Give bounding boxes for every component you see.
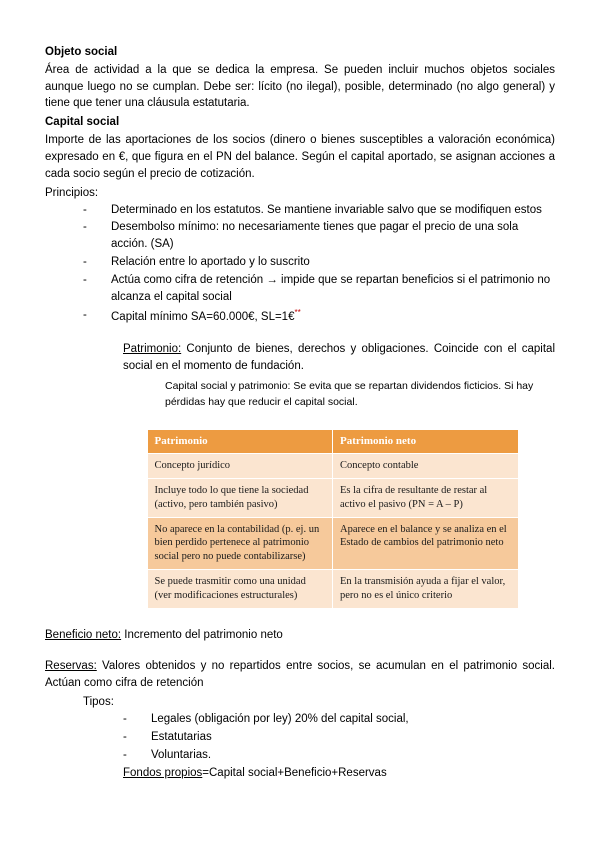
list-item: - Desembolso mínimo: no necesariamente tienes que pagar el precio de una sola acción. (SA) [83, 219, 555, 253]
list-item: - Relación entre lo aportado y lo suscrito [83, 254, 555, 271]
table-container [45, 429, 555, 610]
spacer [45, 327, 555, 341]
note-capital-patrimonio [45, 379, 555, 411]
list-item-capital-minimo [83, 307, 555, 326]
list-item-label: Capital mínimo SA=60.000€, SL=1€ [111, 310, 295, 323]
table-header-cell: Patrimonio neto [333, 429, 519, 453]
list-principios [45, 202, 555, 326]
table-head [147, 429, 518, 453]
list-item: - Actúa como cifra de retención → impide que se repartan beneficios si el patrimonio no alcanza el capital social [83, 272, 555, 306]
table-header-cell: Patrimonio [147, 429, 333, 453]
term-patrimonio: Patrimonio: [123, 342, 182, 355]
label-principios: Principios: [45, 186, 99, 199]
list-tipos-reservas [45, 711, 555, 764]
table-cell: Se puede trasmitir como una unidad (ver modificaciones estructurales) [147, 570, 333, 609]
label-tipos-text: Tipos: [83, 695, 114, 708]
term-beneficio-neto: Beneficio neto: [45, 629, 122, 642]
note-text: Capital social y patrimonio: Se evita que se repartan dividendos ficticios. Si hay pérdidas hay que reducir el capital social. [165, 380, 534, 408]
spacer [45, 609, 555, 627]
table-cell: Aparece en el balance y se analiza en el Estado de cambios del patrimonio neto [333, 517, 519, 569]
term-reservas: Reservas: [45, 660, 97, 673]
spacer [45, 644, 555, 658]
list-item: - Voluntarias. [123, 747, 555, 764]
table-row [147, 479, 518, 518]
list-item: - Estatutarias [123, 729, 555, 746]
footnote-marker: ** [294, 307, 301, 317]
list-item: - Determinado en los estatutos. Se mantiene invariable salvo que se modifiquen estos [83, 202, 555, 219]
paragraph-patrimonio [45, 341, 555, 376]
paragraph-fondos-propios [45, 765, 555, 782]
heading-capital-social: Capital social [45, 116, 120, 129]
table-cell: Concepto jurídico [147, 453, 333, 478]
table-cell: Concepto contable [333, 453, 519, 478]
patrimonio-table [147, 429, 519, 610]
term-fondos-propios: Fondos propios [123, 766, 203, 779]
paragraph-capital-social: Importe de las aportaciones de los socios (dinero o bienes susceptibles a valoración económica) expresado en €, que figura en el PN del balance. Según el capital aportado, se asignan acciones a cada socio según el precio de cotización. [45, 134, 555, 180]
list-item: - Legales (obligación por ley) 20% del capital social, [123, 711, 555, 728]
paragraph-objeto-social: Área de actividad a la que se dedica la empresa. Se pueden incluir muchos objetos sociales aunque luego no se cumplan. Debe ser: lícito (no ilegal), posible, determinado (no algo general) y tiene que tener una cláusula estatutaria. [45, 63, 555, 110]
table-cell: Es la cifra de resultante de restar al activo el pasivo (PN = A – P) [333, 479, 519, 518]
table-body [147, 453, 518, 609]
table-row [147, 453, 518, 478]
spacer [45, 411, 555, 429]
table-cell: En la transmisión ayuda a fijar el valor, pero no es el único criterio [333, 570, 519, 609]
table-cell: No aparece en la contabilidad (p. ej. un bien perdido pertenece al patrimonio social pero no puede contabilizarse) [147, 517, 333, 569]
paragraph-beneficio-neto [45, 627, 555, 644]
label-tipos [45, 694, 555, 711]
definition-reservas: Valores obtenidos y no repartidos entre socios, se acumulan en el patrimonio social. Actúan como cifra de retención [45, 660, 555, 689]
definition-patrimonio: Conjunto de bienes, derechos y obligaciones. Coincide con el capital social en el momento de fundación. [123, 342, 555, 372]
heading-objeto-social: Objeto social [45, 46, 118, 58]
definition-fondos-propios: =Capital social+Beneficio+Reservas [202, 766, 387, 779]
table-header-row [147, 429, 518, 453]
table-row [147, 517, 518, 569]
definition-beneficio-neto: Incremento del patrimonio neto [121, 629, 283, 642]
table-row [147, 570, 518, 609]
paragraph-reservas [45, 658, 555, 692]
table-cell: Incluye todo lo que tiene la sociedad (activo, pero también pasivo) [147, 479, 333, 518]
